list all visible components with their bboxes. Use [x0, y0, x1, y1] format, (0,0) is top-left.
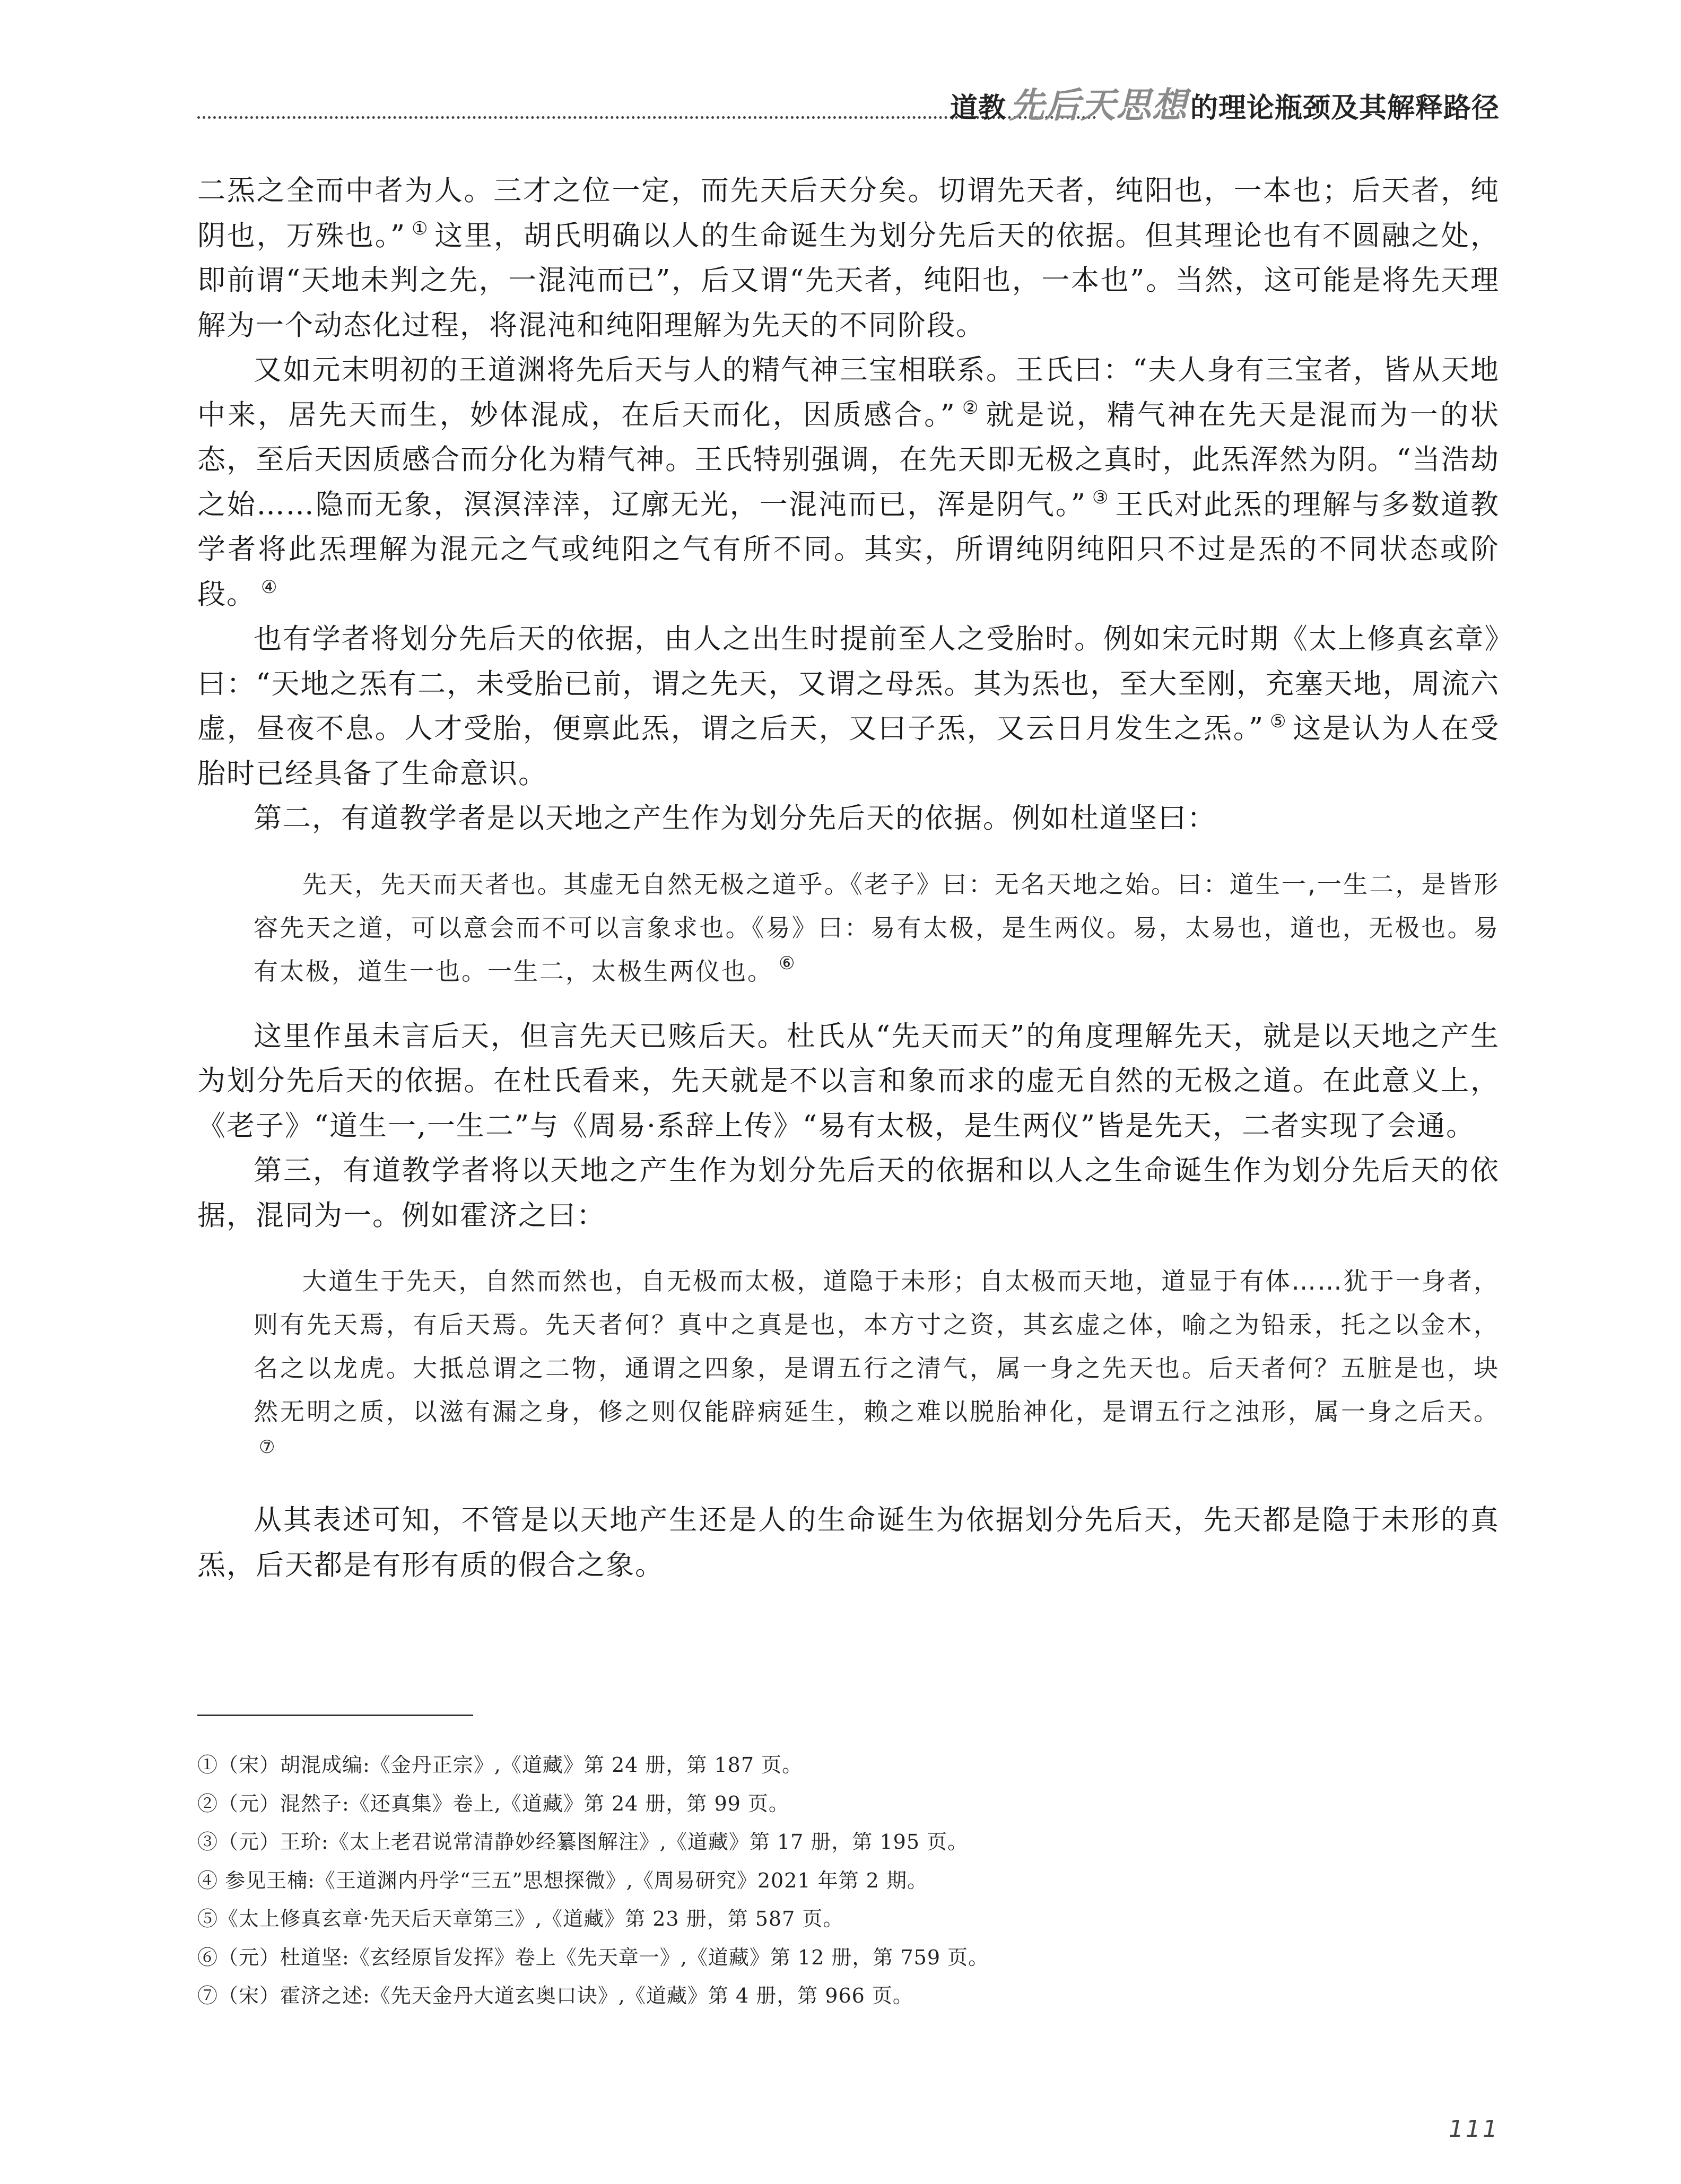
footnote-separator — [197, 1715, 473, 1716]
header-title-part1: 道教 — [950, 92, 1006, 124]
paragraph-2-text-a: 又如元末明初的王道渊将先后天与人的精气神三宝相联系。王氏曰：“夫人身有三宝者，皆从天地中来，居先天而生，妙体混成，在后天而化，因质感合。” — [197, 354, 1500, 431]
footnote-ref-6[interactable]: ⑥ — [779, 952, 797, 974]
footnote-5: ⑤《太上修真玄章·先天后天章第三》,《道藏》第 23 册，第 587 页。 — [197, 1907, 844, 1930]
footnote-ref-4[interactable]: ④ — [261, 576, 278, 598]
footnote-ref-7[interactable]: ⑦ — [259, 1437, 277, 1458]
footnote-4: ④ 参见王楠:《王道渊内丹学“三五”思想探微》,《周易研究》2021 年第 2 期。 — [197, 1868, 928, 1892]
main-text — [197, 169, 1500, 1588]
footnote-3: ③（元）王玠:《太上老君说常清静妙经纂图解注》,《道藏》第 17 册，第 195 页。 — [197, 1830, 969, 1854]
paragraph-7: 从其表述可知，不管是以天地产生还是人的生命诞生为依据划分先后天，先天都是隐于未形的真炁，后天都是有形有质的假合之象。 — [197, 1504, 1500, 1581]
paragraph-2-text-b: 就是说，精气神在先天是混而为一的状态，至后天因质感合而分化为精气神。王氏特别强调，在先天即无极之真时，此炁浑然为阴。“当浩劫之始……隐而无象，溟溟涬涬，辽廓无光，一混沌而已，浑是阴气。” — [197, 398, 1500, 521]
paragraph-5: 这里作虽未言后天，但言先天已赅后天。杜氏从“先天而天”的角度理解先天，就是以天地之产生为划分先后天的依据。在杜氏看来，先天就是不以言和象而求的虚无自然的无极之道。在此意义上，《老子》“道生一,一生二”与《周易·系辞上传》“易有太极，是生两仪”皆是先天，二者实现了会通。 — [197, 1020, 1500, 1142]
footnote-ref-1[interactable]: ① — [411, 217, 430, 239]
footnote-ref-5[interactable]: ⑤ — [1269, 711, 1288, 732]
block-quote-2 — [197, 1259, 1500, 1477]
paragraph-1 — [197, 169, 1500, 348]
running-header — [197, 79, 1500, 127]
block-quote-1-text — [254, 863, 1500, 993]
paragraph-3-text-b: 这是认为人在受胎时已经具备了生命意识。 — [197, 712, 1500, 790]
footnote-7: ⑦（宋）霍济之述:《先天金丹大道玄奥口诀》,《道藏》第 4 册，第 966 页。 — [197, 1984, 913, 2007]
page-number: 111 — [1449, 2116, 1500, 2143]
paragraph-6: 第三，有道教学者将以天地之产生作为划分先后天的依据和以人之生命诞生作为划分先后天的依据，混同为一。例如霍济之曰： — [197, 1154, 1500, 1232]
paragraph-2 — [197, 348, 1500, 617]
paragraph-3-text-a: 也有学者将划分先后天的依据，由人之出生时提前至人之受胎时。例如宋元时期《太上修真玄章》曰：“天地之炁有二，未受胎已前，谓之先天，又谓之母炁。其为炁也，至大至刚，充塞天地，周流六虚，昼夜不息。人才受胎，便禀此炁，谓之后天，又曰子炁，又云日月发生之炁。” — [197, 623, 1500, 745]
footnote-6: ⑥（元）杜道坚:《玄经原旨发挥》卷上《先天章一》,《道藏》第 12 册，第 759 页。 — [197, 1945, 989, 1969]
footnote-ref-3[interactable]: ③ — [1092, 486, 1110, 508]
paragraph-1-text: 二炁之全而中者为人。三才之位一定，而先天后天分矣。切谓先天者，纯阳也，一本也；后天者，纯阴也，万殊也。” — [197, 175, 1500, 252]
header-title — [950, 77, 1500, 127]
paragraph-1-continuation: 这里，胡氏明确以人的生命诞生为划分先后天的依据。但其理论也有不圆融之处，即前谓“天地未判之先，一混沌而已”，后又谓“先天者，纯阳也，一本也”。当然，这可能是将先天理解为一个动态化过程，将混沌和纯阳理解为先天的不同阶段。 — [197, 219, 1500, 342]
footnotes-section — [197, 1715, 1500, 2015]
footnote-1: ①（宋）胡混成编:《金丹正宗》,《道藏》第 24 册，第 187 页。 — [197, 1753, 803, 1777]
block-quote-1 — [197, 863, 1500, 993]
block-quote-1-body: 先天，先天而天者也。其虚无自然无极之道乎。《老子》曰：无名天地之始。曰：道生一,一生二，是皆形容先天之道，可以意会而不可以言象求也。《易》曰：易有太极，是生两仪。易，太易也，道也，无极也。易有太极，道生一也。一生二，太极生两仪也。 — [254, 869, 1500, 986]
footnote-2: ②（元）混然子:《还真集》卷上,《道藏》第 24 册，第 99 页。 — [197, 1791, 789, 1815]
paragraph-4: 第二，有道教学者是以天地之产生作为划分先后天的依据。例如杜道坚曰： — [254, 802, 1216, 834]
block-quote-2-text — [254, 1259, 1500, 1477]
block-quote-2-body: 大道生于先天，自然而然也，自无极而太极，道隐于未形；自太极而天地，道显于有体……犹于一身者，则有先天焉，有后天焉。先天者何？真中之真是也，本方寸之资，其玄虚之体，喻之为铅汞，托之以金木，名之以龙虎。大抵总谓之二物，通谓之四象，是谓五行之清气，属一身之先天也。后天者何？五脏是也，块然无明之质，以滋有漏之身，修之则仅能辟病延生，赖之难以脱胎神化，是谓五行之浊形，属一身之后天。 — [254, 1267, 1500, 1426]
paragraph-3 — [197, 617, 1500, 796]
footnote-ref-2[interactable]: ② — [961, 397, 981, 419]
paragraph-2-text-c: 王氏对此炁的理解与多数道教学者将此炁理解为混元之气或纯阳之气有所不同。其实，所谓纯阴纯阳只不过是炁的不同状态或阶段。 — [197, 488, 1500, 611]
header-title-accent: 先后天思想 — [1009, 84, 1187, 126]
header-title-part2: 的理论瓶颈及其解释路径 — [1190, 92, 1500, 124]
